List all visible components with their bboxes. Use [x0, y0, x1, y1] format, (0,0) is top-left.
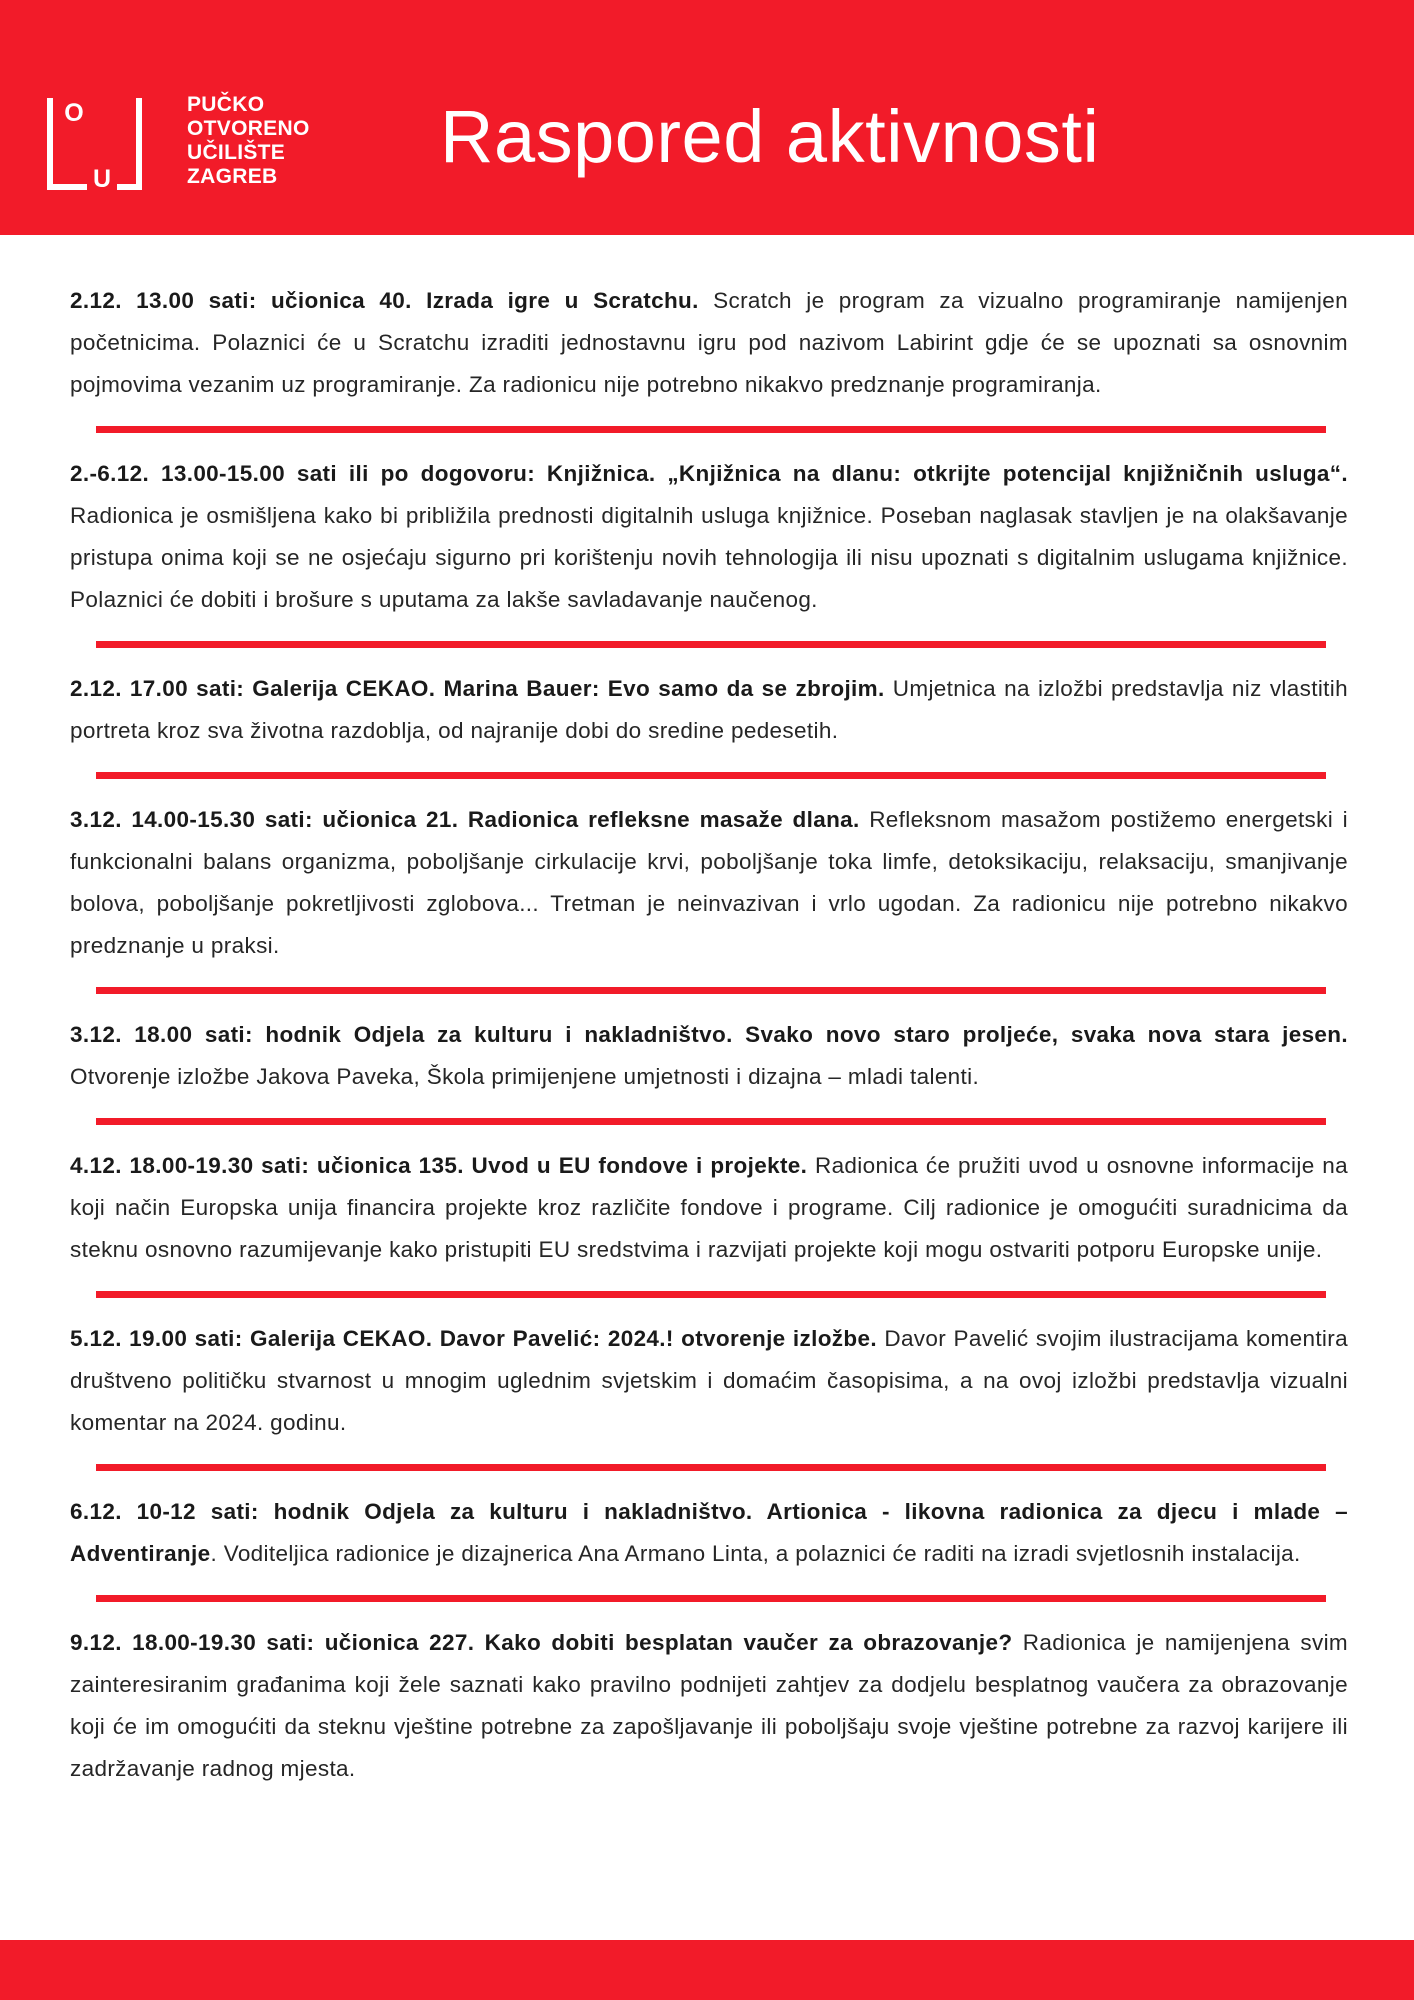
event-item — [70, 1622, 1348, 1790]
event-description: Scratch je program za vizualno programiranje namijenjen početnicima. Polaznici će u Scratchu izraditi jednostavnu igru pod nazivom Labirint gdje će se upoznati sa osnovnim pojmovima vezanim uz programiranje. Za radionicu nije potrebno nikakvo predznanje programiranja. — [70, 288, 1348, 397]
event-heading: 5.12. 19.00 sati: Galerija CEKAO. Davor Pavelić: 2024.! otvorenje izložbe. — [70, 1326, 877, 1351]
event-item — [70, 1014, 1348, 1098]
logo-glyph-bottom: U — [92, 165, 112, 190]
event-description: Refleksnom masažom postižemo energetski i funkcionalni balans organizma, poboljšanje cirkulacije krvi, poboljšanje toka limfe, detoksikaciju, relaksaciju, smanjivanje bolova, poboljšanje pokretljivosti zglobova... Tretman je neinvazivan i vrlo ugodan. Za radionicu nije potrebno nikakvo predznanje u praksi. — [70, 807, 1348, 958]
footer-bar — [0, 1940, 1414, 2000]
header-banner — [0, 0, 1414, 235]
event-heading: 3.12. 14.00-15.30 sati: učionica 21. Radionica refleksne masaže dlana. — [70, 807, 860, 832]
event-list — [70, 280, 1348, 1790]
logo-glyph-top: O — [64, 99, 84, 127]
event-item — [70, 1491, 1348, 1575]
event-item — [70, 799, 1348, 967]
event-heading: 2.-6.12. 13.00-15.00 sati ili po dogovoru: Knjižnica. „Knjižnica na dlanu: otkrijte potencijal knjižničnih usluga“. — [70, 461, 1348, 486]
logo-line: UČILIŠTE — [187, 141, 286, 164]
page-title: Raspored aktivnosti — [440, 95, 1100, 178]
event-description: Umjetnica na izložbi predstavlja niz vlastitih portreta kroz sva životna razdoblja, od najranije dobi do sredine pedesetih. — [70, 676, 1348, 743]
logo-mark-icon — [47, 95, 142, 190]
event-description: Otvorenje izložbe Jakova Paveka, Škola primijenjene umjetnosti i dizajna – mladi talenti. — [70, 1064, 980, 1089]
event-item — [70, 1318, 1348, 1444]
divider — [96, 1595, 1326, 1602]
logo-wordmark — [187, 93, 310, 189]
logo-line: PUČKO — [187, 93, 265, 116]
event-heading: 3.12. 18.00 sati: hodnik Odjela za kulturu i nakladništvo. Svako novo staro proljeće, svaka nova stara jesen. — [70, 1022, 1348, 1047]
event-heading: 2.12. 13.00 sati: učionica 40. Izrada igre u Scratchu. — [70, 288, 699, 313]
event-description: . Voditeljica radionice je dizajnerica Ana Armano Linta, a polaznici će raditi na izradi svjetlosnih instalacija. — [210, 1541, 1301, 1566]
divider — [96, 1118, 1326, 1125]
divider — [96, 772, 1326, 779]
event-item — [70, 280, 1348, 406]
event-heading: 2.12. 17.00 sati: Galerija CEKAO. Marina Bauer: Evo samo da se zbrojim. — [70, 676, 885, 701]
event-description: Davor Pavelić svojim ilustracijama komentira društveno političku stvarnost u mnogim uglednim svjetskim i domaćim časopisima, a na ovoj izložbi predstavlja vizualni komentar na 2024. godinu. — [70, 1326, 1348, 1435]
event-description: Radionica je namijenjena svim zainteresiranim građanima koji žele saznati kako pravilno podnijeti zahtjev za dodjelu besplatnog vaučera za obrazovanje koji će im omogućiti da steknu vještine potrebne za zapošljavanje ili poboljšaju svoje vještine potrebne za razvoj karijere ili zadržavanje radnog mjesta. — [70, 1630, 1349, 1781]
event-item — [70, 668, 1348, 752]
logo-line: ZAGREB — [187, 165, 278, 188]
divider — [96, 641, 1326, 648]
event-heading: 4.12. 18.00-19.30 sati: učionica 135. Uvod u EU fondove i projekte. — [70, 1153, 808, 1178]
event-heading: 6.12. 10-12 sati: hodnik Odjela za kulturu i nakladništvo. Artionica - likovna radionica za djecu i mlade – Adventiranje — [70, 1499, 1348, 1566]
event-description: Radionica je osmišljena kako bi približila prednosti digitalnih usluga knjižnice. Poseban naglasak stavljen je na olakšavanje pristupa onima koji se ne osjećaju sigurno pri korištenju novih tehnologija ili nisu upoznati s digitalnim uslugama knjižnice. Polaznici će dobiti i brošure s uputama za lakše savladavanje naučenog. — [70, 503, 1348, 612]
divider — [96, 1291, 1326, 1298]
event-item — [70, 1145, 1348, 1271]
divider — [96, 426, 1326, 433]
event-description: Radionica će pružiti uvod u osnovne informacije na koji način Europska unija financira projekte kroz različite fondove i programe. Cilj radionice je omogućiti suradnicima da steknu osnovno razumijevanje kako pristupiti EU sredstvima i razvijati projekte koji mogu ostvariti potporu Europske unije. — [70, 1153, 1348, 1262]
event-heading: 9.12. 18.00-19.30 sati: učionica 227. Kako dobiti besplatan vaučer za obrazovanje? — [70, 1630, 1013, 1655]
divider — [96, 987, 1326, 994]
event-item — [70, 453, 1348, 621]
logo-line: OTVORENO — [187, 117, 310, 140]
divider — [96, 1464, 1326, 1471]
